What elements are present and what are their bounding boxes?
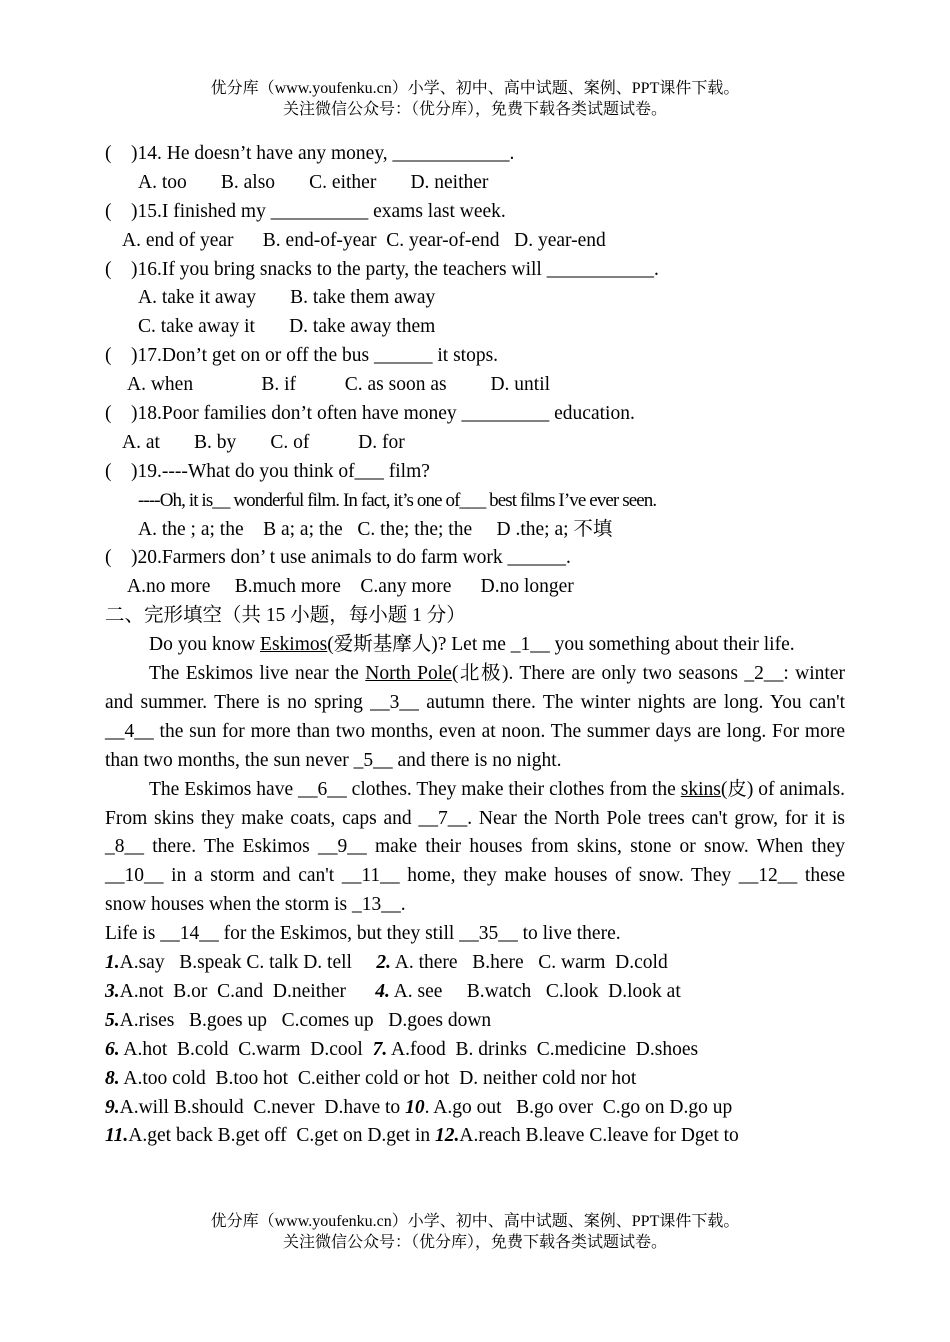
- answer-options: A. there B.here C. warm D.cold: [390, 952, 668, 974]
- answer-row: [105, 978, 845, 1007]
- answer-number: 12.: [435, 1125, 460, 1147]
- question-19-options: A. the ; a; the B a; a; the C. the; the; the D .the; a; 不填: [138, 518, 613, 540]
- cloze-paragraph-2: [105, 660, 845, 776]
- question-14-stem: ( )14. He doesn’t have any money, ____________.: [105, 143, 515, 164]
- answer-options: A.rises B.goes up C.comes up D.goes down: [119, 1009, 492, 1031]
- document-body: [105, 140, 845, 1151]
- answer-number: 10: [405, 1096, 425, 1118]
- answer-number: 3.: [105, 980, 120, 1002]
- question-16-options-cd: C. take away it D. take away them: [138, 316, 436, 338]
- answer-options: A.too cold B.too hot C.either cold or hot D. neither cold nor hot: [119, 1067, 637, 1089]
- term-skins: skins: [680, 778, 721, 800]
- question-16-stem: ( )16.If you bring snacks to the party, the teachers will ___________.: [105, 258, 659, 280]
- answer-number: 4.: [375, 980, 390, 1002]
- answer-options: A. see B.watch C.look D.look at: [389, 980, 681, 1002]
- header-line-2: 关注微信公众号：（优分库），免费下载各类试题试卷。: [282, 101, 667, 118]
- cloze-p1-pre: Do you know: [149, 634, 261, 656]
- footer-line-1: 优分库（www.youfenku.cn）小学、初中、高中试题、案例、PPT课件下载。: [210, 1213, 740, 1230]
- answer-options: A.reach B.leave C.leave for Dget to: [459, 1125, 739, 1147]
- answer-row: [105, 1065, 845, 1094]
- answer-number: 9.: [105, 1096, 120, 1118]
- question-18-stem: ( )18.Poor families don’t often have money _________ education.: [105, 403, 635, 425]
- answer-number: 1.: [105, 952, 120, 974]
- question-14-options: A. too B. also C. either D. neither: [138, 171, 489, 193]
- answer-row: [105, 1036, 845, 1065]
- answer-options: A.food B. drinks C.medicine D.shoes: [387, 1038, 699, 1060]
- question-20-stem: ( )20.Farmers don’ t use animals to do farm work ______.: [105, 547, 571, 569]
- cloze-p3-pre: The Eskimos have __6__ clothes. They make their clothes from the: [149, 778, 681, 800]
- question-15-stem: ( )15.I finished my __________ exams last week.: [105, 200, 506, 222]
- answer-number: 8.: [105, 1067, 120, 1089]
- question-20-options: A.no more B.much more C.any more D.no longer: [127, 576, 574, 598]
- answer-options: . A.go out B.go over C.go on D.go up: [424, 1096, 733, 1118]
- answer-options: A.get back B.get off C.get on D.get in: [128, 1125, 436, 1147]
- answer-row: [105, 1094, 845, 1123]
- answer-number: 5.: [105, 1009, 120, 1031]
- term-eskimos: Eskimos: [260, 634, 328, 656]
- cloze-p2-pre: The Eskimos live near the: [149, 663, 366, 685]
- answer-row: [105, 1122, 845, 1151]
- cloze-p2-post: (北极). There are only two seasons _2__: winter and summer. There is no spring __3__ autumn there. The winter nights are long. You can't __4__ the sun for more than two months, even at noon. The summer days are long. For more than two months, the sun never _5__ and there is no night.: [105, 663, 845, 771]
- cloze-paragraph-4: Life is __14__ for the Eskimos, but they still __35__ to live there.: [105, 923, 621, 945]
- answer-number: 11.: [105, 1125, 129, 1147]
- answer-options: A.not B.or C.and D.neither: [119, 980, 376, 1002]
- question-16-options-ab: A. take it away B. take them away: [138, 287, 436, 309]
- section-title: 二、完形填空（共 15 小题，每小题 1 分）: [105, 605, 466, 627]
- term-north-pole: North Pole: [365, 663, 452, 685]
- question-15-options: A. end of year B. end-of-year C. year-of-end D. year-end: [122, 229, 606, 251]
- header-line-1: 优分库（www.youfenku.cn）小学、初中、高中试题、案例、PPT课件下载。: [210, 80, 740, 97]
- question-17-stem: ( )17.Don’t get on or off the bus ______ it stops.: [105, 345, 499, 367]
- answer-number: 2.: [376, 952, 391, 974]
- question-18-options: A. at B. by C. of D. for: [122, 431, 405, 453]
- cloze-paragraph-3: [105, 776, 845, 921]
- answer-options: A.hot B.cold C.warm D.cool: [119, 1038, 373, 1060]
- answer-number: 6.: [105, 1038, 120, 1060]
- cloze-paragraph-1: [105, 631, 845, 660]
- footer-line-2: 关注微信公众号：（优分库），免费下载各类试题试卷。: [282, 1234, 667, 1251]
- cloze-p3-post: (皮) of animals. From skins they make coats, caps and __7__. Near the North Pole trees can't grow, for it is _8__ there. The Eskimos __9__ make their houses from skins, stone or snow. When they __10__ in a storm and can't __11__ home, they make houses of snow. They __12__ these snow houses when the storm is _13__.: [105, 778, 845, 916]
- page-header: [0, 78, 950, 120]
- question-19-stem: ( )19.----What do you think of___ film?: [105, 460, 430, 482]
- answer-number: 7.: [372, 1038, 388, 1060]
- page-footer: [0, 1211, 950, 1253]
- answer-options: A.will B.should C.never D.have to: [119, 1096, 406, 1118]
- question-19-reply: ----Oh, it is__ wonderful film. In fact, it’s one of___ best films I’ve ever seen.: [138, 489, 657, 511]
- question-17-options: A. when B. if C. as soon as D. until: [127, 374, 551, 396]
- answer-row: [105, 949, 845, 978]
- answer-options: A.say B.speak C. talk D. tell: [119, 952, 377, 974]
- answer-row: [105, 1007, 845, 1036]
- cloze-p1-post: (爱斯基摩人)? Let me _1__ you something about their life.: [327, 634, 795, 656]
